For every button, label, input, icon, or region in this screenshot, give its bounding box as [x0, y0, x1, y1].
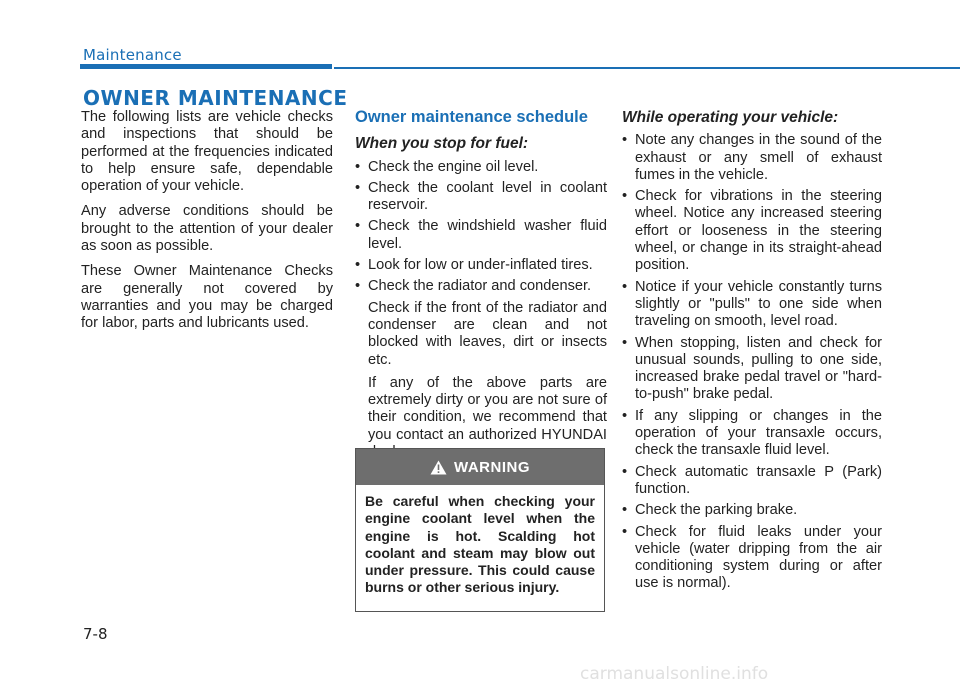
intro-column: [81, 109, 333, 341]
watermark: carmanualsonline.info: [580, 664, 769, 684]
list-item: • Check automatic transaxle P (Park) function.: [622, 463, 882, 497]
list-item: • If any slipping or changes in the operation of your transaxle occurs, check the transaxle fluid level.: [622, 407, 882, 459]
schedule-heading: Owner maintenance schedule: [355, 108, 588, 126]
fuel-stop-list: [355, 159, 607, 296]
dealer-note: If any of the above parts are extremely dirty or you are not sure of their condition, we recommend that you contact an authorized HYUNDAI: [368, 374, 607, 443]
intro-paragraph: Any adverse conditions should be brought to the attention of your dealer as soon as possible.: [81, 203, 333, 255]
list-item: • Check the engine oil level.: [355, 158, 539, 175]
list-item: • Check the radiator and condenser.: [355, 278, 592, 295]
intro-paragraph: The following lists are vehicle checks and inspections that should be performed at the frequencies indicated to help ensure safe, dependable operation of your vehicle.: [81, 109, 333, 195]
list-item: • Check the coolant level in coolant reservoir.: [355, 179, 607, 214]
warning-triangle-icon: [430, 460, 447, 475]
list-item: • Check for vibrations in the steering wheel. Notice any increased steering effort or looseness in the steering wheel, or change in its straight-ahead position.: [622, 188, 882, 274]
operating-subheading: While operating your vehicle:: [622, 109, 839, 126]
operating-column: [622, 109, 882, 597]
fuel-stop-column: [355, 109, 607, 467]
section-label: Maintenance: [83, 46, 182, 64]
operating-list: [622, 132, 882, 592]
warning-box: [355, 448, 605, 612]
header-rule-thin: [334, 67, 960, 69]
fuel-stop-subheading: When you stop for fuel:: [355, 135, 529, 153]
warning-label: WARNING: [454, 458, 530, 476]
radiator-note: Check if the front of the radiator and condenser are clean and not blocked with leaves, dirt or insects etc.: [368, 299, 607, 368]
list-item: • Look for low or under-inflated tires.: [355, 257, 593, 274]
page-number: 7-8: [83, 625, 108, 643]
warning-header: [356, 449, 604, 485]
header-rule-thick: [80, 64, 332, 69]
intro-paragraph: These Owner Maintenance Checks are generally not covered by warranties and you may be charged for labor, parts and lubricants used.: [81, 263, 333, 332]
list-item: • Notice if your vehicle constantly turns slightly or "pulls" to one side when traveling on smooth, level road.: [622, 278, 882, 330]
list-item: • Check the parking brake.: [622, 502, 798, 519]
page-title: OWNER MAINTENANCE: [83, 86, 348, 110]
list-item: • Check for fluid leaks under your vehicle (water dripping from the air conditioning system during or after use is normal).: [622, 523, 882, 592]
list-item: • Note any changes in the sound of the exhaust or any smell of exhaust fumes in the vehicle.: [622, 132, 882, 183]
warning-text: Be careful when checking your engine coolant level when the engine is hot. Scalding hot coolant and steam may blow out under pressure. This could cause burns or other serious injury.: [365, 493, 595, 596]
list-item: • Check the windshield washer fluid level.: [355, 218, 607, 252]
list-item: • When stopping, listen and check for unusual sounds, pulling to one side, increased brake pedal travel or "hard-to-push" brake pedal.: [622, 334, 882, 403]
